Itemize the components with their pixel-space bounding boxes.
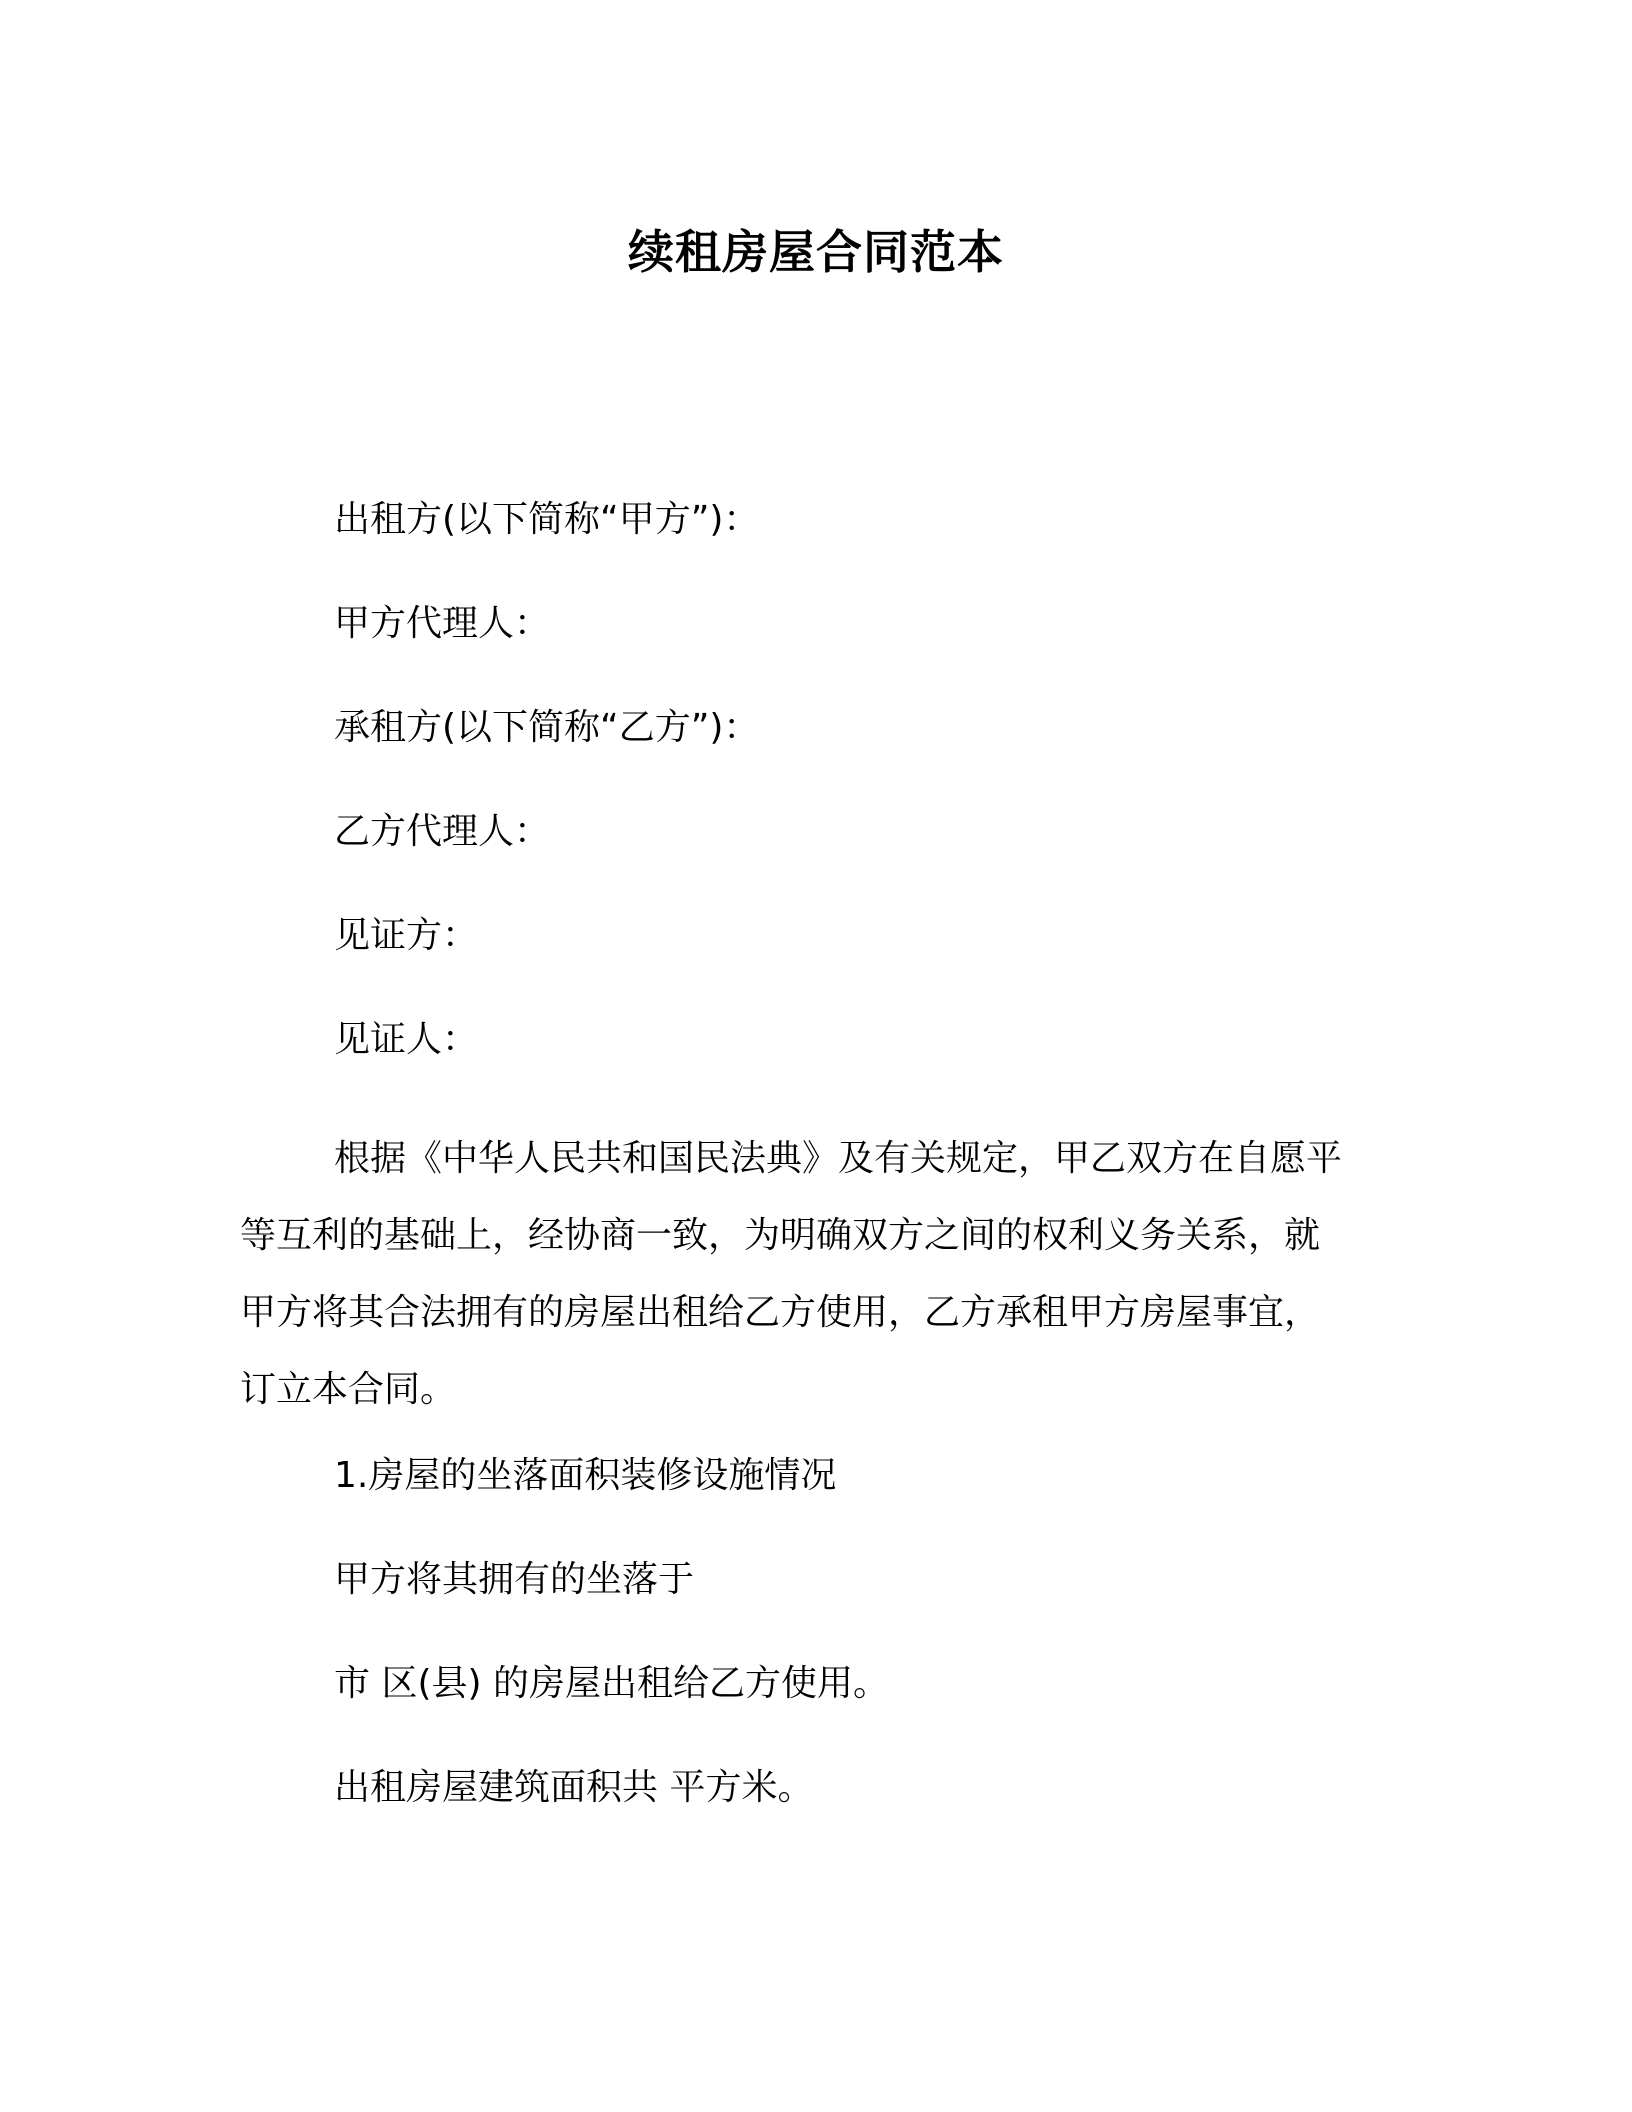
preamble-line: 根据《中华人民共和国民法典》及有关规定，甲乙双方在自愿平 xyxy=(334,1138,1343,1179)
section-1-line: 甲方将其拥有的坐落于 xyxy=(334,1559,695,1600)
lessee-agent-field: 乙方代理人： xyxy=(334,811,551,852)
witness-person-field: 见证人： xyxy=(334,1019,479,1060)
section-1-heading: 1.房屋的坐落面积装修设施情况 xyxy=(334,1455,837,1496)
document-title: 续租房屋合同范本 xyxy=(628,225,1004,279)
preamble-line: 甲方将其合法拥有的房屋出租给乙方使用，乙方承租甲方房屋事宜， xyxy=(240,1292,1321,1333)
lessor-field: 出租方(以下简称“甲方”)： xyxy=(334,499,760,540)
preamble-paragraph xyxy=(240,1120,1390,1428)
preamble-line: 等互利的基础上，经协商一致，为明确双方之间的权利义务关系，就 xyxy=(240,1215,1321,1256)
lessor-agent-field: 甲方代理人： xyxy=(334,603,551,644)
section-1-line: 市 区(县) 的房屋出租给乙方使用。 xyxy=(334,1663,889,1704)
lessee-field: 承租方(以下简称“乙方”)： xyxy=(334,707,760,748)
witness-party-field: 见证方： xyxy=(334,915,479,956)
section-1-line: 出租房屋建筑面积共 平方米。 xyxy=(334,1767,814,1808)
preamble-line: 订立本合同。 xyxy=(240,1369,457,1410)
